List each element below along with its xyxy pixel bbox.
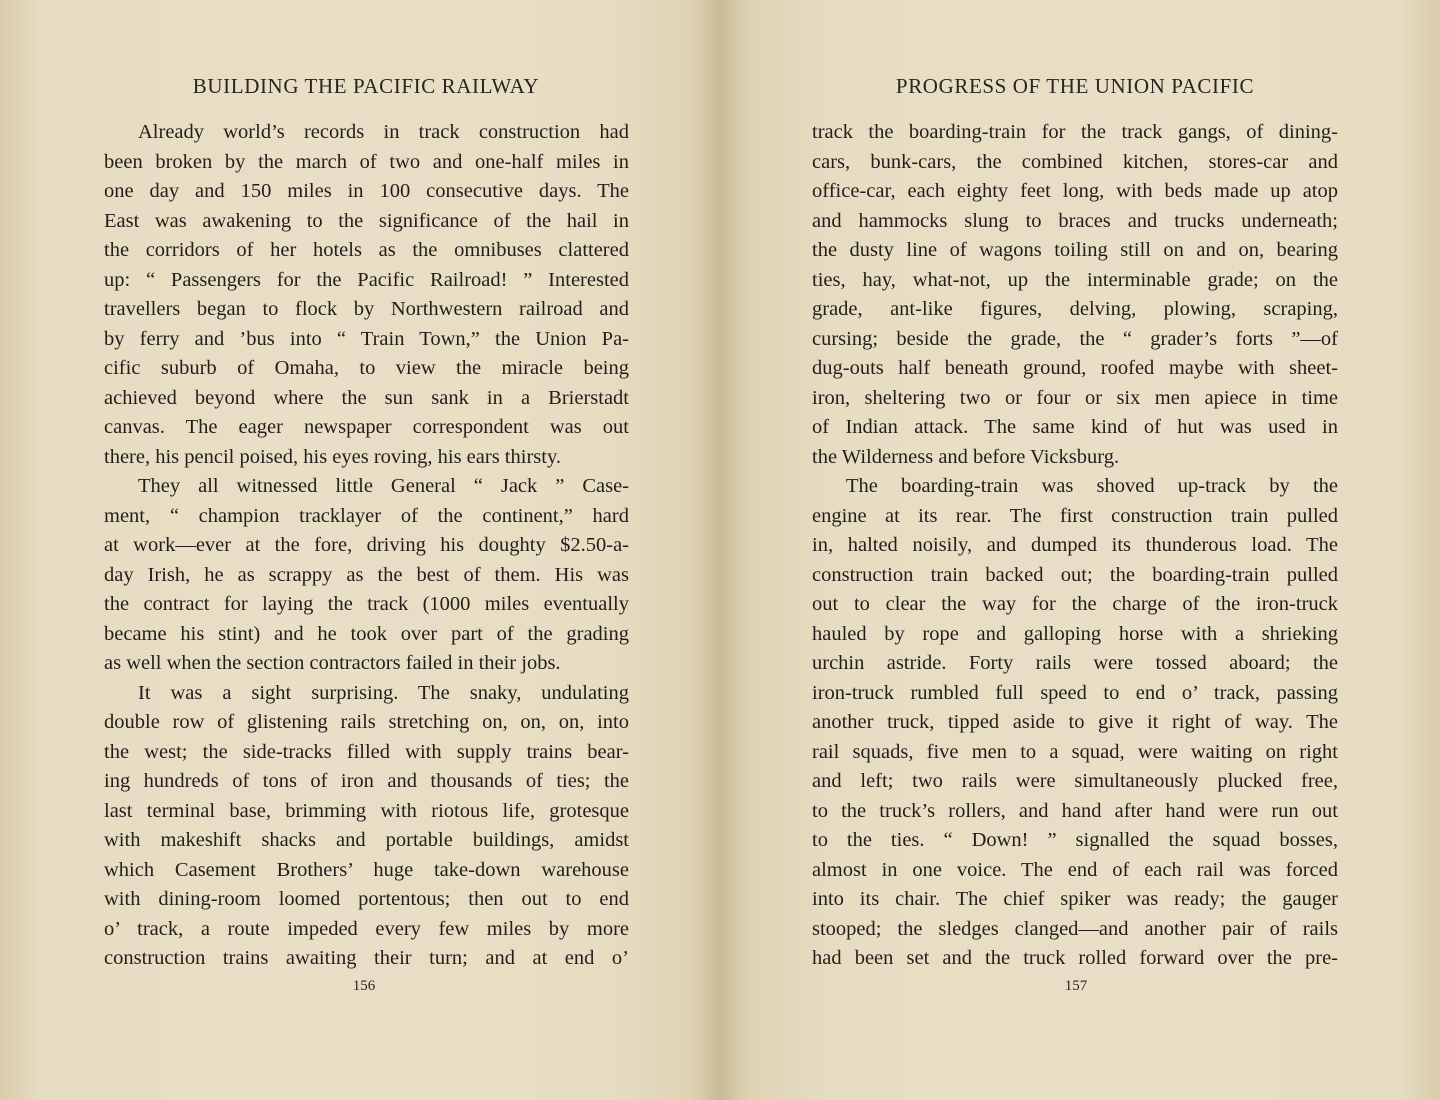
text-line: iron, sheltering two or four or six men apiece in time — [812, 386, 1338, 409]
text-line: grade, ant-like figures, delving, plowing, scraping, — [812, 298, 1338, 320]
text-line: the Wilderness and before Vicksburg. — [812, 445, 1120, 468]
text-line: urchin astride. Forty rails were tossed aboard; the — [812, 652, 1338, 674]
text-line: up: “ Passengers for the Pacific Railroad! ” Interested — [104, 268, 629, 291]
text-line: rail squads, five men to a squad, were waiting on right — [812, 740, 1338, 763]
text-line: of Indian attack. The same kind of hut was used in — [812, 416, 1338, 438]
text-line: with makeshift shacks and portable buildings, amidst — [104, 829, 629, 851]
text-line: o’ track, a route impeded every few miles by more — [104, 917, 629, 940]
text-line: East was awakening to the significance of the hail in — [104, 209, 629, 232]
text-line: Already world’s records in track construction had — [138, 121, 629, 143]
text-line: cursing; beside the grade, the “ grader’s forts ”—of — [812, 327, 1338, 350]
text-line: at work—ever at the fore, driving his doughty $2.50-a- — [104, 534, 629, 556]
text-line: travellers began to flock by Northwestern railroad and — [104, 298, 629, 320]
text-line: the corridors of her hotels as the omnibuses clattered — [104, 239, 629, 261]
left-page-number: 156 — [352, 978, 376, 994]
right-page — [720, 0, 1440, 1100]
text-line: in, halted noisily, and dumped its thunderous load. The — [812, 534, 1338, 556]
text-line: ties, hay, what-not, up the interminable grade; on the — [812, 268, 1338, 291]
text-line: engine at its rear. The first construction train pulled — [812, 504, 1338, 527]
text-line: to the ties. “ Down! ” signalled the squad bosses, — [812, 829, 1338, 851]
text-line: and left; two rails were simultaneously plucked free, — [812, 770, 1338, 792]
text-line: cars, bunk-cars, the combined kitchen, stores-car and — [812, 150, 1338, 173]
text-line: double row of glistening rails stretching on, on, on, into — [104, 711, 629, 733]
text-line: canvas. The eager newspaper correspondent was out — [104, 416, 629, 438]
text-line: ing hundreds of tons of iron and thousands of ties; the — [104, 770, 629, 792]
paragraph — [812, 472, 1338, 974]
paragraph — [104, 118, 629, 472]
text-line: another truck, tipped aside to give it right of way. The — [812, 711, 1338, 733]
text-line: became his stint) and he took over part of the grading — [104, 622, 629, 645]
left-text-block — [104, 118, 629, 974]
text-line: They all witnessed little General “ Jack ” Case- — [138, 475, 629, 497]
text-line: last terminal base, brimming with riotous life, grotesque — [104, 799, 629, 822]
text-line: construction trains awaiting their turn; and at end o’ — [104, 947, 629, 969]
right-page-number: 157 — [1064, 978, 1088, 994]
text-line: iron-truck rumbled full speed to end o’ track, passing — [812, 681, 1338, 704]
text-line: and hammocks slung to braces and trucks underneath; — [812, 209, 1338, 232]
text-line: The boarding-train was shoved up-track by the — [846, 475, 1338, 497]
paragraph — [104, 472, 629, 679]
right-running-head: PROGRESS OF THE UNION PACIFIC — [895, 74, 1255, 98]
text-line: hauled by rope and galloping horse with a shrieking — [812, 622, 1338, 645]
text-line: the west; the side-tracks filled with supply trains bear- — [104, 740, 629, 763]
text-line: ment, “ champion tracklayer of the continent,” hard — [104, 504, 629, 527]
text-line: as well when the section contractors failed in their jobs. — [104, 652, 561, 674]
text-line: to the truck’s rollers, and hand after hand were run out — [812, 799, 1338, 822]
text-line: out to clear the way for the charge of the iron-truck — [812, 593, 1338, 615]
text-line: stooped; the sledges clanged—and another pair of rails — [812, 917, 1338, 940]
text-line: construction train backed out; the boarding-train pulled — [812, 563, 1338, 586]
text-line: which Casement Brothers’ huge take-down warehouse — [104, 858, 629, 881]
text-line: by ferry and ’bus into “ Train Town,” the Union Pa- — [104, 327, 629, 350]
text-line: with dining-room loomed portentous; then out to end — [104, 888, 629, 910]
text-line: It was a sight surprising. The snaky, undulating — [138, 681, 629, 704]
text-line: the dusty line of wagons toiling still on and on, bearing — [812, 239, 1338, 261]
text-line: into its chair. The chief spiker was ready; the gauger — [812, 888, 1338, 910]
text-line: there, his pencil poised, his eyes roving, his ears thirsty. — [104, 445, 561, 468]
left-running-head: BUILDING THE PACIFIC RAILWAY — [192, 74, 540, 98]
text-line: office-car, each eighty feet long, with beds made up atop — [812, 180, 1338, 202]
text-line: dug-outs half beneath ground, roofed maybe with sheet- — [812, 357, 1338, 379]
text-line: achieved beyond where the sun sank in a Brierstadt — [104, 386, 629, 409]
right-text-block — [812, 118, 1338, 974]
paragraph — [812, 118, 1338, 472]
text-line: cific suburb of Omaha, to view the miracle being — [104, 357, 629, 379]
text-line: one day and 150 miles in 100 consecutive days. The — [104, 180, 629, 202]
text-line: had been set and the truck rolled forward over the pre- — [812, 947, 1338, 969]
text-line: day Irish, he as scrappy as the best of them. His was — [104, 563, 629, 586]
text-line: been broken by the march of two and one-half miles in — [104, 150, 629, 173]
text-line: almost in one voice. The end of each rail was forced — [812, 858, 1338, 881]
text-line: the contract for laying the track (1000 miles eventually — [104, 593, 629, 615]
text-line: track the boarding-train for the track gangs, of dining- — [812, 121, 1338, 143]
paragraph — [104, 679, 629, 974]
